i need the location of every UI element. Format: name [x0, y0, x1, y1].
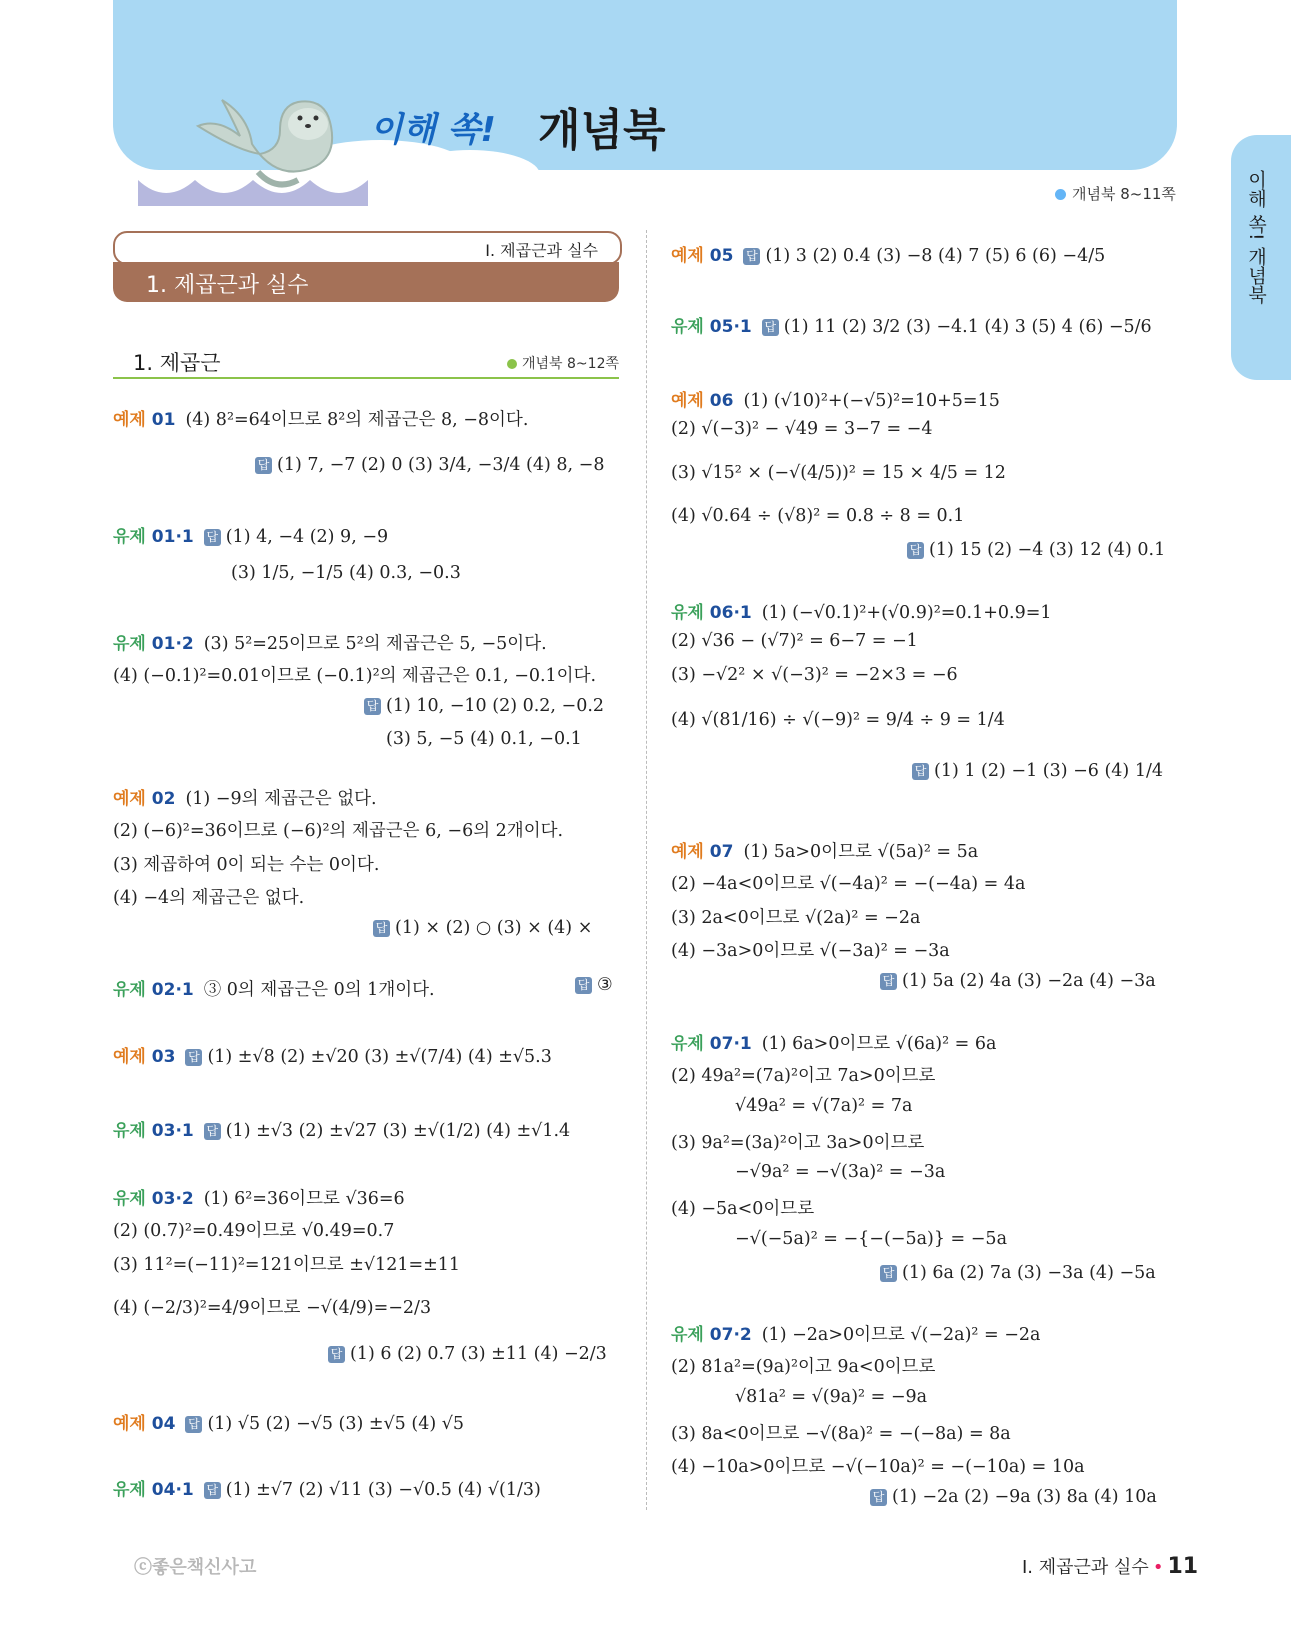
solution-line: 예제 03 답 (1) ±√8 (2) ±√20 (3) ±√(7/4) (4) ±√5.3 — [113, 1047, 552, 1067]
solution-line: (2) 81a²=(9a)²이고 9a<0이므로 — [671, 1357, 936, 1377]
answer-icon: 답 — [762, 319, 779, 336]
answer-icon: 답 — [204, 1123, 221, 1140]
answer-icon: 답 — [185, 1416, 202, 1433]
sub-heading-reference — [507, 353, 619, 373]
solution-line: (4) −5a<0이므로 — [671, 1199, 815, 1219]
solution-line: 예제 02 (1) −9의 제곱근은 없다. — [113, 789, 377, 809]
solution-line: (4) −10a>0이므로 −√(−10a)² = −(−10a) = 10a — [671, 1457, 1085, 1477]
solution-line: 유제 01·2 (3) 5²=25이므로 5²의 제곱근은 5, −5이다. — [113, 634, 547, 654]
solution-line: 유제 06·1 (1) (−√0.1)²+(√0.9)²=0.1+0.9=1 — [671, 603, 1052, 623]
problem-label: 유제 03·1 — [113, 1121, 194, 1141]
problem-label: 유제 02·1 — [113, 980, 194, 1000]
answer-icon: 답 — [255, 457, 272, 474]
solution-line: (4) √0.64 ÷ (√8)² = 0.8 ÷ 8 = 0.1 — [671, 506, 965, 526]
answer-line: 답 (1) −2a (2) −9a (3) 8a (4) 10a — [870, 1487, 1157, 1507]
answer-line: 답 (1) 5a (2) 4a (3) −2a (4) −3a — [880, 971, 1156, 991]
cloud-decoration — [400, 150, 540, 200]
problem-label: 유제 04·1 — [113, 1480, 194, 1500]
answer-icon: 답 — [907, 542, 924, 559]
column-divider — [646, 230, 647, 1510]
page-footer — [1022, 1553, 1198, 1579]
section-title: 1. 제곱근과 실수 — [146, 273, 309, 298]
answer-icon: 답 — [870, 1489, 887, 1506]
problem-label: 유제 01·1 — [113, 527, 194, 547]
solution-line: (3) 9a²=(3a)²이고 3a>0이므로 — [671, 1133, 925, 1153]
answer-icon: 답 — [575, 977, 592, 994]
solution-line: (4) (−0.1)²=0.01이므로 (−0.1)²의 제곱근은 0.1, −0.1이다. — [113, 666, 597, 686]
answer-line: 답 (1) 15 (2) −4 (3) 12 (4) 0.1 — [907, 540, 1165, 560]
problem-label: 유제 01·2 — [113, 634, 194, 654]
solution-line: (2) −4a<0이므로 √(−4a)² = −(−4a) = 4a — [671, 874, 1026, 894]
solution-line: 예제 06 (1) (√10)²+(−√5)²=10+5=15 — [671, 391, 1000, 411]
problem-label: 유제 07·1 — [671, 1034, 752, 1054]
solution-line: (2) √36 − (√7)² = 6−7 = −1 — [671, 631, 918, 651]
solution-line: 유제 01·1 답 (1) 4, −4 (2) 9, −9 — [113, 527, 389, 547]
answer-icon: 답 — [912, 763, 929, 780]
footer-chapter: Ⅰ. 제곱근과 실수 — [1022, 1557, 1149, 1578]
solution-line: 유제 03·1 답 (1) ±√3 (2) ±√27 (3) ±√(1/2) (4) ±√1.4 — [113, 1121, 571, 1141]
solution-line: (2) (0.7)²=0.49이므로 √0.49=0.7 — [113, 1221, 395, 1241]
answer-icon: 답 — [373, 920, 390, 937]
solution-line: (4) (−2/3)²=4/9이므로 −√(4/9)=−2/3 — [113, 1298, 432, 1318]
answer-line: 답 (1) × (2) ○ (3) × (4) × — [373, 918, 592, 938]
solution-line: (3) 1/5, −1/5 (4) 0.3, −0.3 — [231, 563, 461, 583]
answer-icon: 답 — [880, 973, 897, 990]
answer-line: 답 (1) 6 (2) 0.7 (3) ±11 (4) −2/3 — [328, 1344, 607, 1364]
solution-line: (3) −√2² × √(−3)² = −2×3 = −6 — [671, 665, 958, 685]
sub-heading-reference-text: 개념북 8~12쪽 — [522, 356, 619, 372]
solution-line: 예제 01 (4) 8²=64이므로 8²의 제곱근은 8, −8이다. — [113, 410, 529, 430]
answer-icon: 답 — [880, 1265, 897, 1282]
dot-icon: • — [1152, 1557, 1164, 1578]
sub-heading — [113, 347, 619, 379]
solution-line: 유제 07·1 (1) 6a>0이므로 √(6a)² = 6a — [671, 1034, 997, 1054]
answer-icon: 답 — [185, 1049, 202, 1066]
publisher-mark: ⓒ좋은책신사고 — [134, 1557, 257, 1578]
solution-line: (3) 5, −5 (4) 0.1, −0.1 — [386, 729, 582, 749]
solution-line: 유제 02·1 ③ 0의 제곱근은 0의 1개이다. — [113, 980, 435, 1000]
solution-line: −√(−5a)² = −{−(−5a)} = −5a — [735, 1229, 1008, 1249]
solution-line: −√9a² = −√(3a)² = −3a — [735, 1162, 946, 1182]
solution-line: 유제 03·2 (1) 6²=36이므로 √36=6 — [113, 1189, 405, 1209]
solution-line: (3) 2a<0이므로 √(2a)² = −2a — [671, 908, 921, 928]
answer-icon: 답 — [743, 248, 760, 265]
answer-icon: 답 — [204, 1482, 221, 1499]
sub-heading-label: 1. 제곱근 — [133, 351, 221, 375]
solution-line: 예제 05 답 (1) 3 (2) 0.4 (3) −8 (4) 7 (5) 6 (6) −4/5 — [671, 246, 1106, 266]
solution-line: (2) √(−3)² − √49 = 3−7 = −4 — [671, 419, 933, 439]
problem-label: 예제 01 — [113, 410, 176, 430]
answer-icon: 답 — [364, 698, 381, 715]
problem-label: 유제 06·1 — [671, 603, 752, 623]
problem-label: 유제 07·2 — [671, 1325, 752, 1345]
problem-label: 유제 03·2 — [113, 1189, 194, 1209]
solution-line: √49a² = √(7a)² = 7a — [735, 1096, 913, 1116]
page-reference-text: 개념북 8~11쪽 — [1072, 185, 1176, 203]
answer-line: 답 (1) 6a (2) 7a (3) −3a (4) −5a — [880, 1263, 1156, 1283]
solution-line: 예제 07 (1) 5a>0이므로 √(5a)² = 5a — [671, 842, 979, 862]
page-number: 11 — [1167, 1554, 1199, 1579]
solution-line: (3) 제곱하여 0이 되는 수는 0이다. — [113, 855, 380, 875]
page-reference — [1055, 183, 1176, 204]
banner-title-script: 이해 쏙! — [370, 110, 496, 150]
solution-line: √81a² = √(9a)² = −9a — [735, 1387, 928, 1407]
solution-line: 예제 04 답 (1) √5 (2) −√5 (3) ±√5 (4) √5 — [113, 1414, 465, 1434]
problem-label: 예제 07 — [671, 842, 734, 862]
chapter-label: Ⅰ. 제곱근과 실수 — [485, 241, 598, 260]
problem-label: 예제 02 — [113, 789, 176, 809]
problem-label: 예제 04 — [113, 1414, 176, 1434]
side-tab-label: 이해 쏙! 개념북 — [1245, 170, 1267, 304]
answer-icon: 답 — [204, 529, 221, 546]
problem-label: 유제 05·1 — [671, 317, 752, 337]
banner-title-main: 개념북 — [538, 105, 666, 156]
answer-line: 답 (1) 10, −10 (2) 0.2, −0.2 — [364, 696, 604, 716]
solution-line: (4) −4의 제곱근은 없다. — [113, 888, 305, 908]
solution-line: (4) −3a>0이므로 √(−3a)² = −3a — [671, 941, 950, 961]
answer-line: 답 (1) 7, −7 (2) 0 (3) 3/4, −3/4 (4) 8, −8 — [255, 455, 604, 475]
solution-line: 유제 05·1 답 (1) 11 (2) 3/2 (3) −4.1 (4) 3 (5) 4 (6) −5/6 — [671, 317, 1152, 337]
chapter-box — [113, 231, 622, 265]
solution-line: 유제 07·2 (1) −2a>0이므로 √(−2a)² = −2a — [671, 1325, 1041, 1345]
solution-line: (2) 49a²=(7a)²이고 7a>0이므로 — [671, 1066, 936, 1086]
solution-line: (3) 8a<0이므로 −√(8a)² = −(−8a) = 8a — [671, 1424, 1011, 1444]
problem-label: 예제 05 — [671, 246, 734, 266]
solution-line: (2) (−6)²=36이므로 (−6)²의 제곱근은 6, −6의 2개이다. — [113, 821, 564, 841]
answer-icon: 답 — [328, 1346, 345, 1363]
dot-icon — [1055, 189, 1066, 200]
seal-mascot-icon — [188, 88, 358, 196]
solution-line: (3) √15² × (−√(4/5))² = 15 × 4/5 = 12 — [671, 463, 1006, 483]
answer-line: 답 ③ — [575, 975, 613, 995]
problem-label: 예제 03 — [113, 1047, 176, 1067]
solution-line: 유제 04·1 답 (1) ±√7 (2) √11 (3) −√0.5 (4) √(1/3) — [113, 1480, 541, 1500]
section-title-bar — [113, 262, 619, 302]
problem-label: 예제 06 — [671, 391, 734, 411]
answer-line: 답 (1) 1 (2) −1 (3) −6 (4) 1/4 — [912, 761, 1163, 781]
solution-line: (4) √(81/16) ÷ √(−9)² = 9/4 ÷ 9 = 1/4 — [671, 710, 1005, 730]
dot-icon — [507, 359, 517, 369]
solution-line: (3) 11²=(−11)²=121이므로 ±√121=±11 — [113, 1255, 461, 1275]
